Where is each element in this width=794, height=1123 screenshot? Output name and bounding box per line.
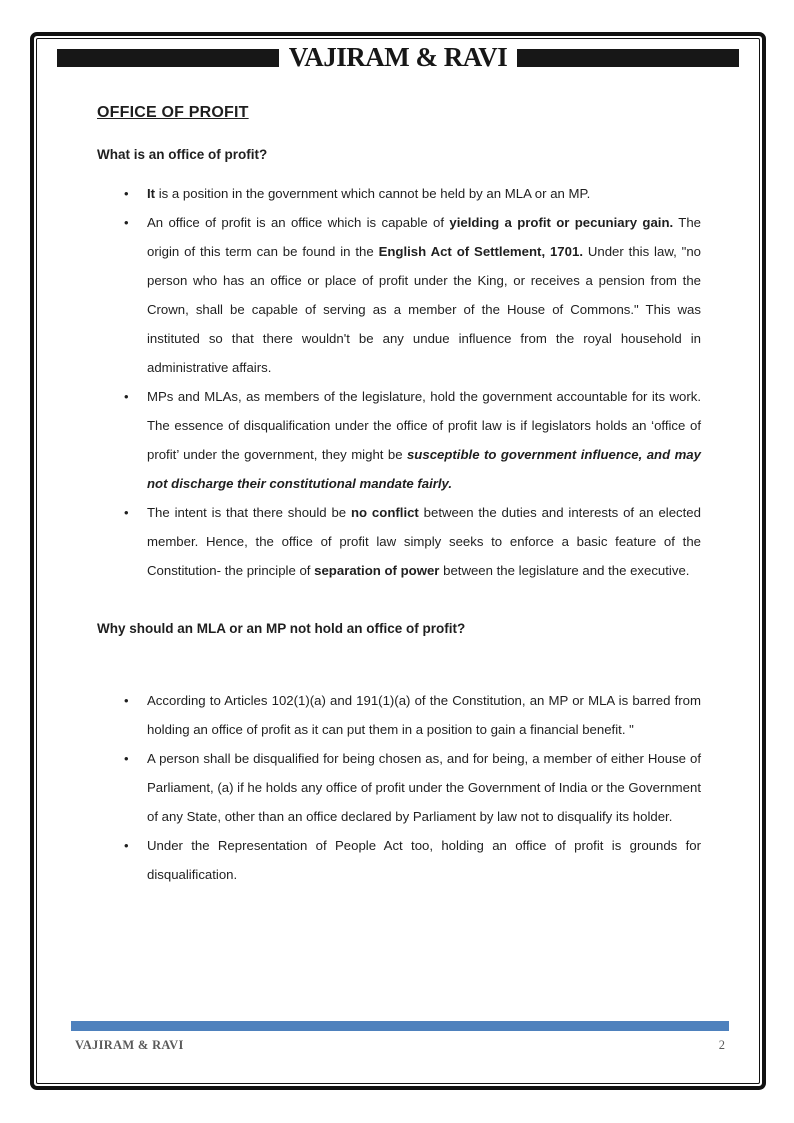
page-border-frame — [30, 32, 766, 1090]
header — [57, 44, 739, 71]
section-1-heading: What is an office of profit? — [97, 147, 268, 162]
text-run: The origin of this term can be found in the — [147, 215, 701, 259]
text-run: MPs and MLAs, as members of the legislature, hold the government accountable for its work. The essence of disqualification under the office of profit law is if legislators holds an ‘office of profit’ under the government, they might be — [147, 389, 701, 462]
page-title: OFFICE OF PROFIT — [97, 104, 249, 121]
text-run: Under this law, "no person who has an office or place of profit under the King, or receives a pension from the Crown, shall be capable of serving as a member of the House of Commons." This was instituted so that there wouldn't be any undue influence from the royal household in administrative affairs. — [147, 244, 701, 375]
section-2-heading: Why should an MLA or an MP not hold an office of profit? — [97, 621, 466, 636]
bullet-icon: • — [124, 751, 129, 766]
text-run: susceptible to government influence, and may not discharge their constitutional mandate fairly. — [147, 447, 701, 491]
bullet-icon: • — [124, 838, 129, 853]
section-1-list — [97, 179, 701, 585]
header-bar-right — [517, 49, 739, 67]
text-run: no conflict — [350, 505, 419, 520]
text-run: According to Articles 102(1)(a) and 191(1)(a) of the Constitution, an MP or MLA is barred from holding an office of profit as it can put them in a position to gain a financial benefit. " — [147, 693, 701, 737]
text-run: English Act of Settlement, 1701. — [378, 244, 583, 259]
bullet-icon: • — [124, 389, 129, 404]
text-run: It — [147, 186, 156, 201]
bullet-item — [97, 208, 701, 382]
bullet-item — [97, 831, 701, 889]
footer — [65, 1021, 737, 1053]
bullet-item — [97, 686, 701, 744]
footer-row — [65, 1031, 737, 1053]
text-run: An office of profit is an office which is capable of — [147, 215, 450, 230]
bullet-item — [97, 179, 701, 208]
bullet-item — [97, 382, 701, 498]
bullet-icon: • — [124, 505, 129, 520]
bullet-item — [97, 744, 701, 831]
bullet-icon: • — [124, 693, 129, 708]
bullet-item — [97, 498, 701, 585]
text-run: separation of power — [314, 563, 440, 578]
text-run: yielding a profit or pecuniary gain. — [449, 215, 674, 230]
bullet-icon: • — [124, 215, 129, 230]
brand-title: VAJIRAM & RAVI — [288, 42, 508, 72]
text-run: between the duties and interests of an elected member. Hence, the office of profit law simply seeks to enforce a basic feature of the Constitution- the principle of — [147, 505, 701, 578]
footer-accent-bar — [71, 1021, 729, 1031]
text-run: Under the Representation of People Act too, holding an office of profit is grounds for disqualification. — [147, 838, 701, 882]
text-run: between the legislature and the executive. — [439, 563, 690, 578]
section-2-list — [97, 686, 701, 889]
footer-brand: VAJIRAM & RAVI — [75, 1038, 184, 1052]
text-run: A person shall be disqualified for being chosen as, and for being, a member of either House of Parliament, (a) if he holds any office of profit under the Government of India or the Government of any State, other than an office declared by Parliament by law not to disqualify its holder. — [147, 751, 701, 824]
page-inner-frame — [36, 38, 760, 1084]
document-body — [37, 71, 759, 1021]
header-bar-left — [57, 49, 279, 67]
text-run: The intent is that there should be — [147, 505, 351, 520]
text-run: is a position in the government which cannot be held by an MLA or an MP. — [155, 186, 591, 201]
bullet-icon: • — [124, 186, 129, 201]
page-number: 2 — [718, 1038, 725, 1052]
